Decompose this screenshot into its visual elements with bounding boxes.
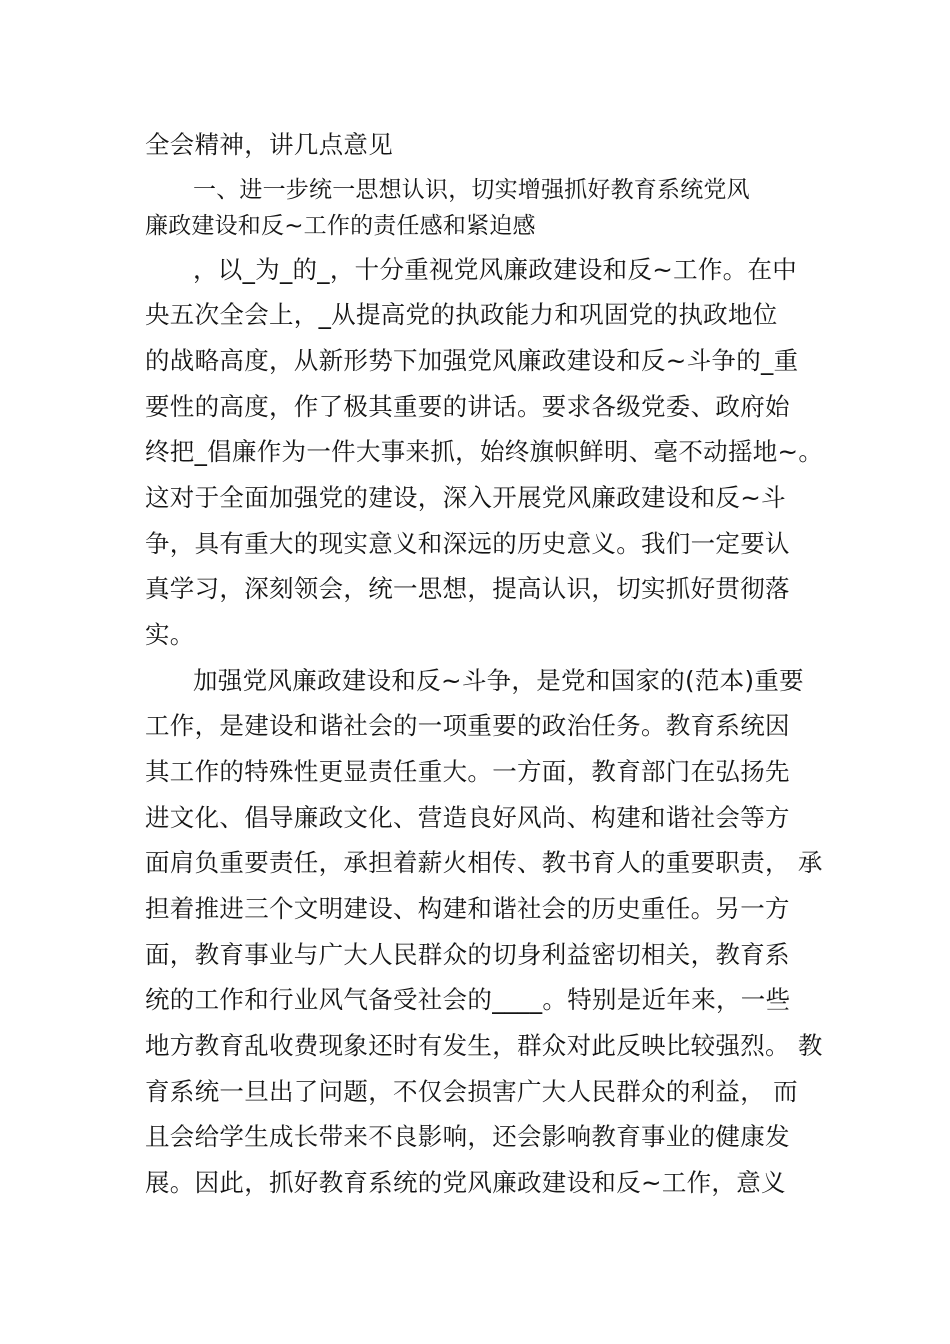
text-line: 地方教育乱收费现象还时有发生，群众对此反映比较强烈。 教: [145, 1031, 823, 1060]
section-heading-line: 一、进一步统一思想认识，切实增强抓好教育系统党风: [193, 177, 750, 203]
text-line: 加强党风廉政建设和反~斗争，是党和国家的(范本)重要: [193, 666, 804, 695]
text-line: 其工作的特殊性更显责任重大。一方面，教育部门在弘扬先: [145, 757, 790, 786]
text-line: 面，教育事业与广大人民群众的切身利益密切相关，教育系: [145, 940, 790, 969]
text-line: 统的工作和行业风气备受社会的____。特别是近年来，一些: [145, 985, 791, 1014]
text-line: 实。: [145, 620, 195, 649]
text-line: 全会精神，讲几点意见: [145, 130, 393, 159]
text-line: 终把_倡廉作为一件大事来抓，始终旗帜鲜明、毫不动摇地~。: [145, 437, 824, 466]
text-line: 工作，是建设和谐社会的一项重要的政治任务。教育系统因: [145, 711, 790, 740]
text-line: 进文化、倡导廉政文化、营造良好风尚、构建和谐社会等方: [145, 803, 790, 832]
text-line: 要性的高度，作了极其重要的讲话。要求各级党委、政府始: [145, 392, 790, 421]
text-line: 的战略高度，从新形势下加强党风廉政建设和反~斗争的_重: [145, 346, 799, 375]
text-line: 育系统一旦出了问题，不仅会损害广大人民群众的利益， 而: [145, 1077, 798, 1106]
text-line: 面肩负重要责任，承担着薪火相传、教书育人的重要职责， 承: [145, 848, 823, 877]
text-line: 真学习，深刻领会，统一思想，提高认识，切实抓好贯彻落: [145, 574, 790, 603]
text-line: 这对于全面加强党的建设，深入开展党风廉政建设和反~斗: [145, 483, 786, 512]
text-line: 担着推进三个文明建设、构建和谐社会的历史重任。另一方: [145, 894, 790, 923]
text-line: 展。因此，抓好教育系统的党风廉政建设和反~工作，意义: [145, 1168, 786, 1197]
text-line: 且会给学生成长带来不良影响，还会影响教育事业的健康发: [145, 1122, 790, 1151]
section-heading-line: 廉政建设和反~工作的责任感和紧迫感: [145, 213, 536, 239]
text-line: 央五次全会上，_从提高党的执政能力和巩固党的执政地位: [145, 300, 778, 329]
text-line: 争，具有重大的现实意义和深远的历史意义。我们一定要认: [145, 529, 790, 558]
text-line: ，以_为_的_，十分重视党风廉政建设和反~工作。在中: [193, 255, 798, 284]
